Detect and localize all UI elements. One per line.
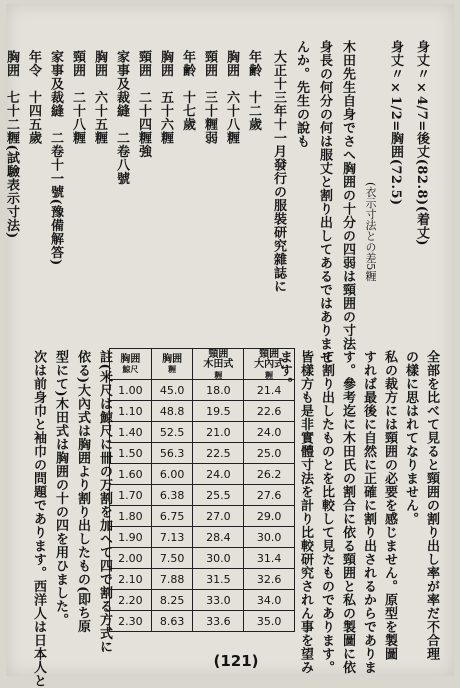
table-cell: 27.0	[193, 506, 244, 527]
formula-line-2: 身丈〃×1/2=胸囲(72.5)	[388, 40, 403, 206]
header-neck-ouchi: 頸囲 大內式 糎	[244, 349, 295, 380]
table-cell: 33.0	[193, 590, 244, 611]
list-item: 年齢 十二歲	[246, 50, 261, 131]
source-line: 大正十三年十一月發行の服裝研究雜誌に	[271, 50, 286, 293]
header-chest-cm: 胸囲 糎	[151, 349, 193, 380]
table-cell: 18.0	[193, 380, 244, 401]
table-row	[110, 590, 295, 611]
table-cell: 48.8	[151, 401, 193, 422]
list-item: 胸囲 六十八糎	[224, 50, 239, 145]
table-cell: 7.50	[151, 548, 193, 569]
list-item: 頸囲 二十八糎	[70, 50, 85, 145]
table-cell: 25.0	[244, 443, 295, 464]
table-cell: 27.6	[244, 485, 295, 506]
table-row	[110, 527, 295, 548]
table-cell: 25.5	[193, 485, 244, 506]
text-line: 私の裁方には頸囲の必要を感じません。原型を製圖	[382, 350, 397, 661]
table-cell: 2.20	[110, 590, 152, 611]
table-row	[110, 401, 295, 422]
paragraph-line: 身長の何分の何は服丈と割り出してあるではありませ	[317, 40, 332, 364]
table-row	[110, 506, 295, 527]
table-cell: 56.3	[151, 443, 193, 464]
table-cell: 2.00	[110, 548, 152, 569]
text-line: す。參考迄に木田氏の割合に依る頸囲と私の製圖に依	[340, 350, 355, 674]
list-item: 頸囲 三十糎弱	[202, 50, 217, 145]
table-row	[110, 611, 295, 632]
text-line: 皆樣方も是非實體寸法を計り比較研究されん事を望み	[298, 350, 313, 674]
list-item: 家事及裁縫 二卷十一號(豫備解答)	[48, 50, 63, 266]
measurement-table	[109, 348, 295, 632]
table-row	[110, 422, 295, 443]
table-cell: 52.5	[151, 422, 193, 443]
list-item: 家事及裁縫 二卷八號	[114, 50, 129, 185]
list-item: 胸囲 七十二糎(試驗表示寸法)	[4, 50, 19, 239]
text-line: 次は前身巾と袖巾の問題であります。西洋人は日本人と	[31, 350, 46, 688]
table-cell: 45.0	[151, 380, 193, 401]
table-cell: 31.4	[244, 548, 295, 569]
table-cell: 24.0	[193, 464, 244, 485]
table-cell: 26.2	[244, 464, 295, 485]
table-cell: 6.00	[151, 464, 193, 485]
text-line: 全部を比べて見ると頸囲の割り出し率が率だ不合理	[424, 350, 439, 661]
table-cell: 30.0	[244, 527, 295, 548]
table-cell: 1.70	[110, 485, 152, 506]
formula-line-1: 身丈〃×4/7=後丈(82.8)(着丈)	[414, 40, 429, 246]
table-cell: 8.63	[151, 611, 193, 632]
table-cell: 24.0	[244, 422, 295, 443]
table-cell: 21.0	[193, 422, 244, 443]
table-cell: 1.60	[110, 464, 152, 485]
header-neck-kida: 頸囲 木田式 糎	[193, 349, 244, 380]
table-cell: 33.6	[193, 611, 244, 632]
text-line: の樣に思はれてなりません。	[403, 350, 418, 526]
table-cell: 22.6	[244, 401, 295, 422]
table-cell: 1.80	[110, 506, 152, 527]
table-cell: 6.38	[151, 485, 193, 506]
page-number: (121)	[213, 652, 259, 670]
text-line: ます。	[277, 350, 292, 391]
table-cell: 1.40	[110, 422, 152, 443]
paragraph-line: んか。先生の說も	[294, 40, 309, 148]
table-cell: 28.4	[193, 527, 244, 548]
table-cell: 1.90	[110, 527, 152, 548]
table-header-row	[110, 349, 295, 380]
list-item: 年令 十四五歲	[26, 50, 41, 145]
table-cell: 7.88	[151, 569, 193, 590]
table-cell: 1.10	[110, 401, 152, 422]
book-page	[4, 4, 454, 688]
text-line: すれば最後に自然に正確に割り出されるからでありま	[361, 350, 376, 674]
table-cell: 21.4	[244, 380, 295, 401]
table-cell: 19.5	[193, 401, 244, 422]
text-line: 型にて)木田式は胸囲の十の四を用ひました。	[53, 350, 68, 627]
table-cell: 32.6	[244, 569, 295, 590]
table-cell: 29.0	[244, 506, 295, 527]
table-cell: 2.30	[110, 611, 152, 632]
table-cell: 8.25	[151, 590, 193, 611]
text-line: 依る)大內式は胸囲より割り出したもの(即ち原	[75, 350, 90, 634]
table-row	[110, 569, 295, 590]
table-row	[110, 548, 295, 569]
list-item: 頸囲 二十四糎強	[136, 50, 151, 158]
table-cell: 35.0	[244, 611, 295, 632]
table-cell: 1.00	[110, 380, 152, 401]
list-item: 胸囲 五十六糎	[158, 50, 173, 145]
table-row	[110, 380, 295, 401]
table-row	[110, 443, 295, 464]
table-row	[110, 464, 295, 485]
table-cell: 30.0	[193, 548, 244, 569]
table-cell: 31.5	[193, 569, 244, 590]
text-line: 註(米尺は鯨尺に卌の万割を加へて四で割る方式に	[97, 350, 112, 654]
table-cell: 6.75	[151, 506, 193, 527]
text-line: て割り出したものとを比較して見たものであります。	[319, 350, 334, 674]
paragraph-line: 木田先生自身でさへ胸囲の十分の四弱は頸囲の寸法	[340, 40, 355, 351]
list-item: 年齢 十七歲	[180, 50, 195, 131]
table-row	[110, 485, 295, 506]
formula-note: (衣示寸法との差5糎	[364, 182, 377, 282]
header-chest-shaku: 胸囲 鯨尺	[110, 349, 152, 380]
table-cell: 34.0	[244, 590, 295, 611]
table-cell: 2.10	[110, 569, 152, 590]
table-cell: 7.13	[151, 527, 193, 548]
table-cell: 1.50	[110, 443, 152, 464]
table-cell: 22.5	[193, 443, 244, 464]
list-item: 胸囲 六十五糎	[92, 50, 107, 145]
